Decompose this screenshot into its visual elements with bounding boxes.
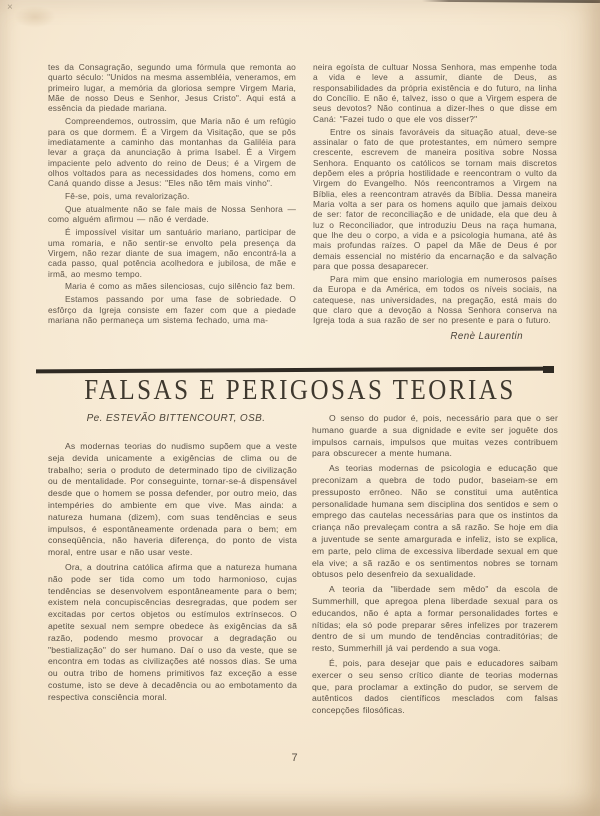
paragraph: As modernas teorias do nudismo supõem que a veste seja devida unicamente a exigências de clima ou de trabalho; seria o produto de determinado tipo de civilização ou de mentalidade. Por conseguinte, tornar-se-á dispensável desde que o homem se possa defender, por outro meio, das intempéries do ambiente em que vive. Mas ainda: a natureza humana (dizem), com suas tendências e seus impulsos, é espontâneamente ordenada para o bem; em conseqüência, não haveria diferença, do ponto de vista moral, entre usar e não usar veste. [48,441,297,558]
paragraph: tes da Consagração, segundo uma fórmula que remonta ao quarto século: "Unidos na mesma assembléia, veneramos, em primeiro lugar, a memória da gloriosa sempre Virgem Maria, Mãe de nosso Deus e Senhor, Jesus Cristo". Aqui está a essência da piedade mariana. [48,62,296,114]
paragraph: Estamos passando por uma fase de sobriedade. O esfôrço da Igreja consiste em fazer com que a piedade mariana não permaneça um sistema fechado, uma ma- [48,294,296,325]
section-divider-rule-endcap [543,366,554,373]
paragraph: Entre os sinais favoráveis da situação atual, deve-se assinalar o fato de que protestantes, em número sempre crescente, escrevem de maneira positiva sobre Nossa Senhora. Enquanto os católicos se tornam mais discretos depõem eles a própria hostilidade e reencontram o vulto da Virgem do Evangelho. Nós reencontramos a Virgem na Bíblia, eles a reencontram através da Bíblia. Dessa maneira Maria volta a ser para os homens aquilo que jamais deixou de ser: fator de reconciliação e de unidade, ela que deu à luz o Reconciliador, que introduziu Deus na raça humana, que lhe deu o corpo, a vida e a psicologia humana, até às mais profundas raízes. O papel da Mãe de Deus é por demais essencial no mistério da encarnação e da salvação para que possa desaparecer. [313,126,557,272]
paper-smudge [14,6,56,28]
article-byline: Pe. ESTEVÃO BITTENCOURT, OSB. [86,413,266,424]
article2-left-column [48,441,297,704]
article1-left-column [48,62,296,366]
article-title: FALSAS E PERIGOSAS TEORIAS [84,375,516,406]
page-number: 7 [291,752,299,764]
paragraph: É, pois, para desejar que pais e educadores saibam exercer o seu senso crítico diante de teorias modernas que, para proclamar a extinção do pudor, se servem de autênticos dados científicos mesclados com falsas concepções filosóficas. [312,657,558,716]
article2-right-column [312,413,558,717]
paragraph: Para mim que ensino mariologia em numerosos países da Europa e da América, em todos os níveis sociais, na catequese, nas universidades, na pregação, está mais do que claro que a devoção a Nossa Senhora conserva na Igreja toda a sua razão de ser no presente e para o futuro. [313,273,557,326]
author-signature: Renè Laurentin [450,330,523,342]
page-edge-line [422,0,600,3]
paragraph: A teoria da "liberdade sem mêdo" da escola de Summerhill, que apregoa plena liberdade sexual para os educandos, não é apta a formar personalidades fortes e nítidas; ela só pode preparar sêres infelizes por trazerem dentro de si um mundo de tendências contraditórias; de resto, Summerhill já vai perdendo a sua voga. [312,584,558,654]
paragraph: O senso do pudor é, pois, necessário para que o ser humano guarde a sua dignidade e evite ser joguête dos impulsos carnais, impulsos que muitas vezes contribuem para obscurecer a mente humana. [312,413,558,459]
corner-x-mark: × [7,2,13,13]
paragraph: As teorias modernas de psicologia e educação que preconizam a quebra de todo pudor, baseiam-se em pressuposto errôneo. Não se constitui uma autêntica personalidade humana sem disciplina dos sentidos e sem o emprego das cautelas necessárias para que os instintos da criança não prevaleçam contra a sã razão. Se hoje em dia a juventude se sente amargurada e infeliz, isto se explica, em parte, pelo clima de excessiva liberdade sexual em que ela vive; a sã razão e os sentimentos nobres se tornam obtusos pelo desenfreio da sexualidade. [312,463,558,580]
article-marian-devotion [48,62,557,366]
paragraph: Maria é como as mães silenciosas, cujo silêncio faz bem. [65,281,296,292]
paragraph: neira egoísta de cultuar Nossa Senhora, mas empenhe toda a vida e leve a assumir, diante de Deus, as responsabilidades da própria existência e do futuro, na linha do Concílio. E não é, talvez, isso o que a Virgem espera de seus devotos? Não continua a dizer-lhes o que disse em Caná: "Fazei tudo o que ele vos disser?" [313,62,557,124]
paragraph: Que atualmente não se fale mais de Nossa Senhora — como alguém afirmou — não é verdade. [48,203,296,225]
section-divider-rule [36,367,554,374]
paragraph: Compreendemos, outrossim, que Maria não é um refúgio para os que dormem. É a Virgem da Visitação, que se pôs imediatamente a caminho das montanhas da Galiléia para levar a graça da anunciação à prima Isabel. É a Virgem impaciente pelo advento do reino de Deus; é a Virgem de olhos voltados para as necessidades dos homens, como em Caná quando disse a Jesus: "Eles não têm mais vinho". [48,116,296,189]
paragraph: Fê-se, pois, uma revalorização. [65,191,190,202]
paragraph: É impossível visitar um santuário mariano, participar de uma romaria, e não sentir-se envolto pela presença da Virgem, não rezar diante de sua imagem, não encontrá-la a cada passo, qual potência acolhedora e jubilosa, de mãe e irmã, ao mesmo tempo. [48,227,296,279]
paragraph: Ora, a doutrina católica afirma que a natureza humana não pode ser tida como um todo harmonioso, cujas tendências se desenvolvem espontâneamente para o bem; existem nela concupiscências desregradas, que podem ser excitadas por certos objetos ou estímulos extrínsecos. O apetite sexual nem sempre obedece às exigências da sã razão, podendo mesmo provocar a degradação ou "bestialização" do ser humano. Daí o uso da veste, que se encontra em todas as civilizações até nossos dias. Se uma ou outra tribo de homens primitivos faz exceção a esse costume, isto se deve à decadência ou ao embotamento da respectiva consciência moral. [48,561,297,702]
article1-right-column [313,62,557,366]
